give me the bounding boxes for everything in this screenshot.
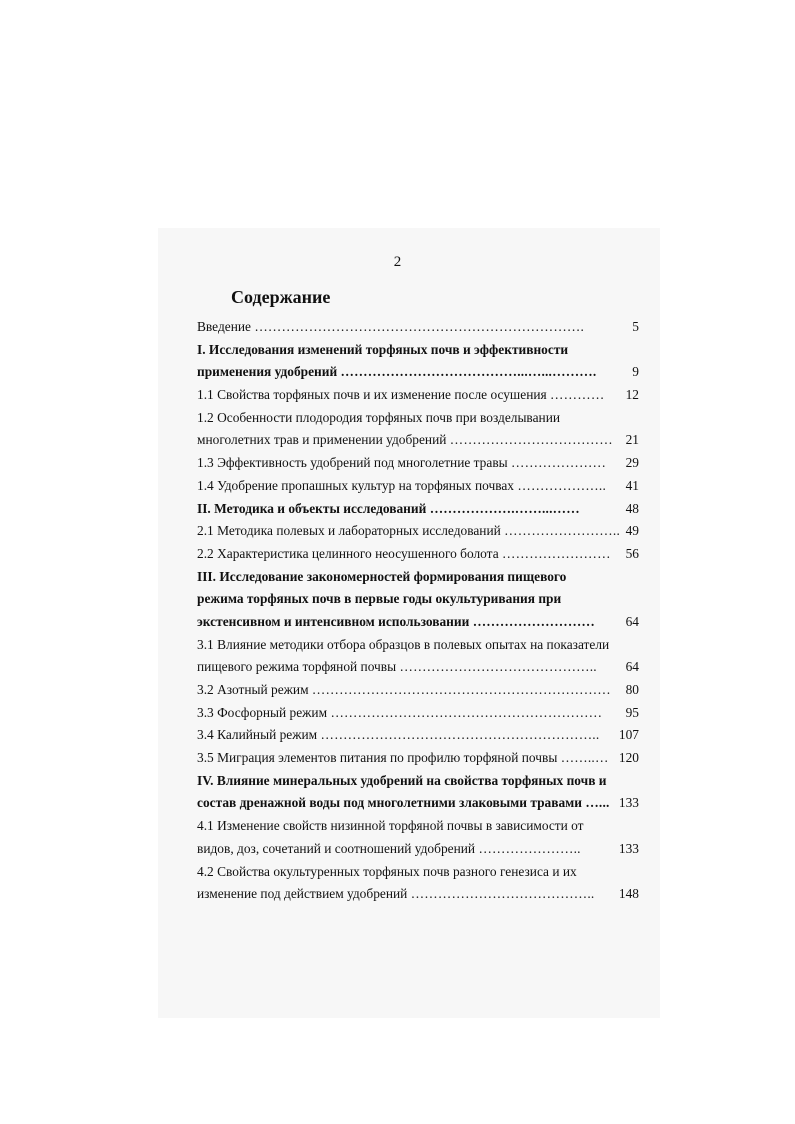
toc-entry-page: 48 bbox=[625, 500, 639, 516]
toc-entry-page: 49 bbox=[625, 523, 639, 539]
toc-entry-leader: ………… bbox=[550, 387, 605, 403]
toc-entry-text: 4.2 Свойства окультуренных торфяных почв разного генезиса и их bbox=[197, 863, 577, 879]
toc-entry-leader: ……………………… bbox=[472, 613, 596, 629]
toc-entry bbox=[197, 883, 639, 906]
toc-entry bbox=[197, 634, 639, 657]
toc-entry-page: 133 bbox=[618, 840, 639, 856]
toc-entry bbox=[197, 611, 639, 634]
toc-entry-text: II. Методика и объекты исследований bbox=[197, 500, 427, 516]
toc-entry-leader: ……..… bbox=[560, 750, 609, 766]
toc-entry-text: Введение bbox=[197, 319, 251, 334]
toc-entry-text: экстенсивном и интенсивном использовании bbox=[197, 613, 470, 629]
toc-entry bbox=[197, 838, 639, 861]
toc-entry-page: 29 bbox=[625, 455, 639, 471]
toc-entry bbox=[197, 316, 639, 339]
toc-entry-text: 1.2 Особенности плодородия торфяных почв при возделывании bbox=[197, 409, 561, 425]
toc-entry bbox=[197, 520, 639, 543]
toc-entry bbox=[197, 429, 639, 452]
toc-entry-text: пищевого режима торфяной почвы bbox=[197, 659, 397, 675]
toc-entry bbox=[197, 747, 639, 770]
toc-entry-leader: ………………………………….. bbox=[410, 886, 595, 902]
toc-entry bbox=[197, 498, 639, 521]
toc-entry-text: I. Исследования изменений торфяных почв и эффективности bbox=[197, 341, 569, 357]
toc-entry-text: применения удобрений bbox=[197, 364, 338, 380]
toc-entry-page: 80 bbox=[625, 682, 639, 697]
toc-entry bbox=[197, 861, 639, 884]
toc-entry-leader: ……………….……...…… bbox=[429, 500, 580, 516]
toc-entry-text: 3.4 Калийный режим bbox=[197, 727, 318, 743]
toc-entry-leader: …………………………………...…...………. bbox=[340, 364, 597, 380]
toc-entry-text: видов, доз, сочетаний и соотношений удобрений bbox=[197, 840, 476, 856]
toc-entry-leader: ………………………………………………………………. bbox=[254, 319, 585, 334]
toc-entry-text: 3.3 Фосфорный режим bbox=[197, 704, 328, 720]
toc-entry-text: 3.2 Азотный режим bbox=[197, 682, 309, 697]
toc-entry bbox=[197, 770, 639, 793]
toc-entry bbox=[197, 702, 639, 725]
toc-entry-page: 56 bbox=[625, 545, 639, 561]
toc-entry-leader: ………………………………………………………… bbox=[311, 682, 611, 697]
toc-entry-text: 2.1 Методика полевых и лабораторных исследований bbox=[197, 523, 501, 539]
toc-entry-leader: …………………………………….. bbox=[399, 659, 597, 675]
toc-entry-page: 95 bbox=[625, 704, 639, 720]
page-number: 2 bbox=[393, 254, 402, 270]
toc-entry bbox=[197, 543, 639, 566]
toc-entry-leader: ………………….. bbox=[478, 840, 581, 856]
toc-entry-page: 12 bbox=[625, 387, 639, 403]
toc-entry-page: 148 bbox=[618, 886, 639, 902]
table-of-contents bbox=[197, 316, 639, 906]
toc-entry-leader: …………………………………………………….. bbox=[320, 727, 600, 743]
toc-entry bbox=[197, 475, 639, 498]
toc-title: Содержание bbox=[231, 287, 331, 307]
toc-entry-leader: ………………… bbox=[511, 455, 607, 471]
toc-entry-text: многолетних трав и применении удобрений bbox=[197, 432, 447, 448]
toc-entry-text: 2.2 Характеристика целинного неосушенного болота bbox=[197, 545, 499, 561]
toc-entry-page: 41 bbox=[625, 477, 639, 493]
toc-entry-page: 9 bbox=[632, 364, 639, 380]
toc-entry-text: IV. Влияние минеральных удобрений на свойства торфяных почв и bbox=[197, 772, 607, 788]
toc-entry-page: 120 bbox=[618, 750, 639, 766]
toc-entry-text: 3.1 Влияние методики отбора образцов в полевых опытах на показатели bbox=[197, 636, 610, 652]
toc-entry-page: 133 bbox=[618, 795, 639, 811]
toc-entry bbox=[197, 656, 639, 679]
toc-entry bbox=[197, 679, 639, 702]
toc-entry-page: 64 bbox=[625, 613, 639, 629]
toc-entry-text: изменение под действием удобрений bbox=[197, 886, 408, 902]
toc-entry bbox=[197, 588, 639, 611]
toc-entry-leader: …... bbox=[585, 795, 610, 811]
toc-entry-text: режима торфяных почв в первые годы окультуривания при bbox=[197, 591, 562, 607]
toc-entry-text: 3.5 Миграция элементов питания по профилю торфяной почвы bbox=[197, 750, 558, 766]
toc-entry-leader: ……………….. bbox=[517, 477, 606, 493]
toc-entry bbox=[197, 566, 639, 589]
toc-entry-page: 21 bbox=[625, 432, 639, 448]
toc-entry-text: 1.3 Эффективность удобрений под многолетние травы bbox=[197, 455, 508, 471]
toc-entry-text: 4.1 Изменение свойств низинной торфяной почвы в зависимости от bbox=[197, 818, 584, 834]
toc-entry bbox=[197, 407, 639, 430]
toc-entry-leader: …………………….. bbox=[504, 523, 620, 539]
toc-entry-page: 107 bbox=[618, 727, 639, 743]
toc-entry-leader: ……………………………… bbox=[449, 432, 613, 448]
toc-entry-page: 64 bbox=[625, 659, 639, 675]
toc-entry bbox=[197, 724, 639, 747]
toc-entry-page: 5 bbox=[632, 319, 639, 334]
toc-entry-text: III. Исследование закономерностей формирования пищевого bbox=[197, 568, 567, 584]
toc-entry bbox=[197, 361, 639, 384]
toc-entry bbox=[197, 384, 639, 407]
toc-entry bbox=[197, 339, 639, 362]
toc-entry bbox=[197, 792, 639, 815]
toc-entry-text: 1.4 Удобрение пропашных культур на торфяных почвах bbox=[197, 477, 514, 493]
toc-entry bbox=[197, 815, 639, 838]
toc-entry-text: состав дренажной воды под многолетними злаковыми травами bbox=[197, 795, 582, 811]
toc-entry-leader: …………………………………………………… bbox=[330, 704, 603, 720]
toc-entry bbox=[197, 452, 639, 475]
toc-entry-text: 1.1 Свойства торфяных почв и их изменение после осушения bbox=[197, 387, 547, 403]
toc-entry-leader: …………………… bbox=[502, 545, 611, 561]
